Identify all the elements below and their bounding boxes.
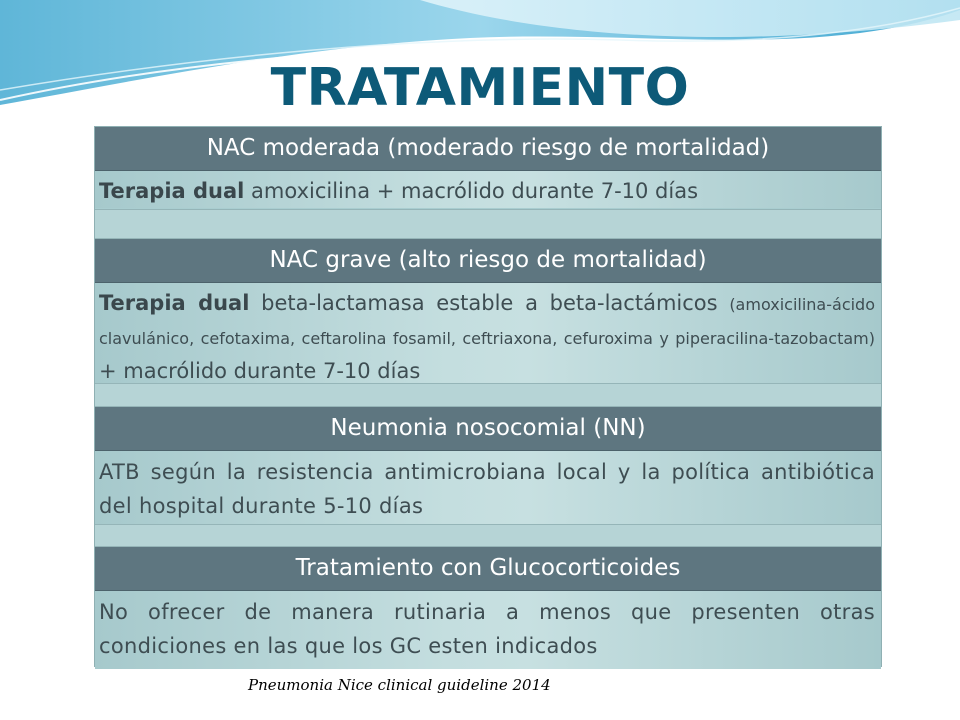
drug-list: (amoxicilina-ácido clavulánico, cefotaxima, ceftarolina fosamil, ceftriaxona, cefuroxima y piperacilina-tazobactam) — [99, 295, 875, 348]
section-header: NAC moderada (moderado riesgo de mortalidad) — [95, 127, 881, 171]
row-separator — [95, 383, 881, 407]
section-body: No ofrecer de manera rutinaria a menos que presenten otras condiciones en las que los GC esten indicados — [95, 591, 881, 669]
row-separator — [95, 524, 881, 547]
section-header: Tratamiento con Glucocorticoides — [95, 547, 881, 591]
section-header: NAC grave (alto riesgo de mortalidad) — [95, 239, 881, 283]
body-text: amoxicilina + macrólido durante 7-10 días — [244, 179, 699, 203]
section-body — [95, 171, 881, 208]
section-header: Neumonia nosocomial (NN) — [95, 407, 881, 451]
section-nac-moderada — [95, 127, 881, 208]
section-glucocorticoides — [95, 547, 881, 669]
row-separator — [95, 209, 881, 239]
treatment-table — [94, 126, 882, 667]
bold-label: Terapia dual — [99, 179, 245, 203]
section-body: ATB según la resistencia antimicrobiana local y la política antibiótica del hospital durante 5-10 días — [95, 451, 881, 544]
source-citation: Pneumonia Nice clinical guideline 2014 — [248, 676, 551, 694]
body-text: beta-lactamasa estable a beta-lactámicos — [249, 291, 730, 315]
slide-title: TRATAMIENTO — [270, 58, 690, 118]
bold-label: Terapia dual — [99, 291, 250, 315]
body-text-end: + macrólido durante 7-10 días — [99, 359, 421, 383]
